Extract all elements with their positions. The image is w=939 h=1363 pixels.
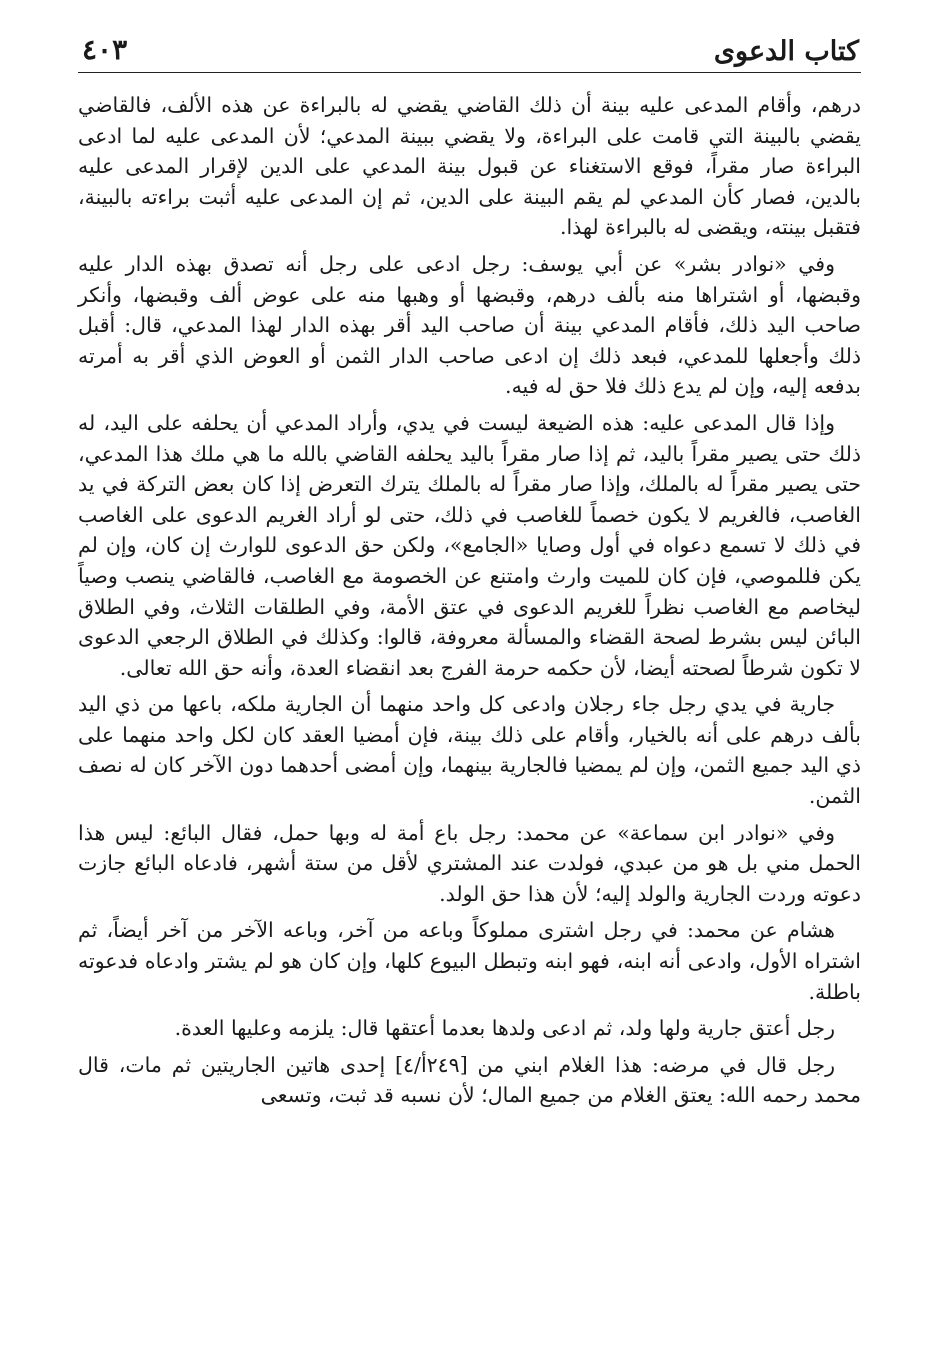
paragraph-5: وفي «نوادر ابن سماعة» عن محمد: رجل باع أمة له وبها حمل، فقال البائع: ليس هذا الحمل مني بل هو من عبدي، فولدت عند المشتري لأقل من ستة أشهر، فادعاه البائع جازت دعوته وردت الجارية والولد إليه؛ لأن هذا حق الولد. [78,820,861,906]
paragraph-4: جارية في يدي رجل جاء رجلان وادعى كل واحد منهما أن الجارية ملكه، باعها من ذي اليد بألف درهم على أنه بالخيار، وأقام على ذلك بينة، فإن أمضيا العقد كان لكل واحد منهما على ذي اليد جميع الثمن، وإن لم يمضيا فالجارية بينهما، وإن أمضى أحدهما دون الآخر كان له نصف الثمن. [78,692,861,809]
chapter-title: كتاب الدعوى [713,36,859,67]
paragraph-6: هشام عن محمد: في رجل اشترى مملوكاً وباعه من آخر، وباعه الآخر من آخر أيضاً، ثم اشتراه الأول، وادعى أنه ابنه، فهو ابنه وتبطل البيوع كلها، وإن كان هو لم يشتر وادعاه فدعوته باطلة. [78,918,861,1004]
paragraph-2: وفي «نوادر بشر» عن أبي يوسف: رجل ادعى على رجل أنه تصدق بهذه الدار عليه وقبضها، أو اشتراها منه بألف درهم، وقبضها أو وهبها منه على عوض ألف وقبضها، وأنكر صاحب اليد ذلك، فأقام المدعي بينة أن صاحب اليد أقر بهذه الدار لهذا المدعي، قال: أقبل ذلك وأجعلها للمدعي، فبعد ذلك إن ادعى صاحب الدار الثمن أو العوض الذي أقر به أمرته بدفعه إليه، وإن لم يدع ذلك فلا حق له فيه. [78,251,861,399]
paragraph-8: رجل قال في مرضه: هذا الغلام ابني من [٢٤٩أ/٤] إحدى هاتين الجاريتين ثم مات، قال محمد رحمه الله: يعتق الغلام من جميع المال؛ لأن نسبه قد ثبت، وتسعى [78,1052,861,1108]
paragraph-7: رجل أعتق جارية ولها ولد، ثم ادعى ولدها بعدما أعتقها قال: يلزمه وعليها العدة. [174,1016,835,1041]
page-body [78,90,861,1117]
paragraph-3: وإذا قال المدعى عليه: هذه الضيعة ليست في يدي، وأراد المدعي أن يحلفه على اليد، له ذلك حتى يصير مقراً باليد، ثم إذا صار مقراً باليد يحلفه القاضي بالله ما هي ملك هذا المدعي، حتى يصير مقراً له بالملك، وإذا صار مقراً له بالملك يترك التعرض إذا كان بعض التركة في يد الغاصب، فالغريم لا يكون خصماً للغاصب في ذلك، حتى لو أراد الغريم الدعوى على الغاصب في ذلك لا تسمع دعواه في أول وصايا «الجامع»، ولكن حق الدعوى للوارث إن كان، وإن لم يكن فللموصي، فإن كان للميت وارث وامتنع عن الخصومة مع الغاصب، فالقاضي ينصب وصياً ليخاصم مع الغاصب نظراً للغريم الدعوى في عتق الأمة، وفي الطلقات الثلاث، وفي الطلاق البائن ليس بشرط لصحة القضاء والمسألة معروفة، قالوا: وكذلك في الطلاق الرجعي الدعوى لا تكون شرطاً لصحته أيضا، لأن حكمه حرمة الفرج بعد انقضاء العدة، وأنه حق الله تعالى. [78,410,861,680]
paragraph-1: درهم، وأقام المدعى عليه بينة أن ذلك القاضي يقضي له بالبراءة عن هذه الألف، فالقاضي يقضي بالبينة التي قامت على البراءة، ولا يقضي ببينة المدعي؛ لأن المدعى عليه لما ادعى البراءة صار مقراً، فوقع الاستغناء عن قبول بينة المدعي على الدين لإقرار المدعى عليه بالدين، فصار كأن المدعي لم يقم البينة على الدين، ثم إن المدعى عليه أثبت براءته بالبينة، فتقبل بينته، ويقضى له بالبراءة لهذا. [78,93,861,240]
page-header [78,28,861,73]
page-number: ٤٠٣ [82,33,128,66]
